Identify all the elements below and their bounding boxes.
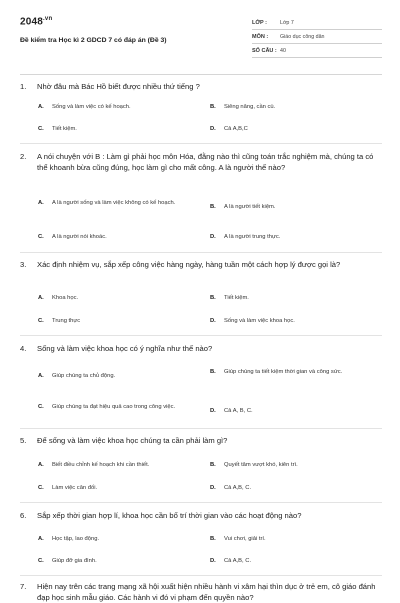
option-a[interactable]: A. Giúp chúng ta chủ động. — [38, 373, 116, 379]
question-text: Hiện nay trên các trang mạng xã hội xuất hiện nhiều hành vi xâm hại thìn dục ở trẻ em, cô giáo đánh đạp học sinh mẫu giáo. Các hành vi đó vi phạm đến quyền nào? — [37, 582, 376, 602]
question-number: 2. — [20, 152, 27, 161]
option-d[interactable]: D. Sống và làm việc khoa học. — [210, 318, 295, 324]
question-divider — [20, 575, 382, 576]
question-text: Sắp xếp thời gian hợp lí, khoa học cần bố trí thời gian vào các hoạt động nào? — [37, 511, 302, 520]
header-divider — [20, 74, 382, 75]
option-c[interactable]: C. Giúp chúng ta đạt hiệu quả cao trong công việc. — [38, 404, 176, 410]
question-divider — [20, 143, 382, 144]
meta-row-subject — [252, 30, 382, 44]
option-b[interactable]: B. Tiết kiệm. — [210, 295, 249, 301]
option-b[interactable]: B. Quyết tâm vượt khó, kiên trì. — [210, 462, 298, 468]
option-c[interactable]: C. Làm việc cân đối. — [38, 485, 98, 491]
meta-key: LỚP : — [252, 19, 267, 26]
option-a[interactable]: A. Khoa học. — [38, 295, 79, 301]
meta-value: Giáo dục công dân — [280, 33, 325, 40]
meta-key: SỐ CÂU : — [252, 47, 277, 54]
question-text: Xác định nhiệm vụ, sắp xếp công việc hàng ngày, hàng tuần một cách hợp lý được gọi là? — [37, 260, 341, 269]
option-d[interactable]: D. Cả A, B, C. — [210, 408, 253, 414]
meta-key: MÔN : — [252, 33, 269, 40]
question-number: 6. — [20, 511, 27, 520]
option-b[interactable]: B. Giúp chúng ta tiết kiệm thời gian và công sức. — [210, 369, 343, 375]
meta-row-count — [252, 44, 382, 58]
option-b[interactable]: B. Siêng năng, cần cù. — [210, 104, 276, 110]
meta-row-class — [252, 16, 382, 30]
option-a[interactable]: A. Học tập, lao động. — [38, 536, 100, 542]
option-a[interactable]: A. Sống và làm việc có kế hoạch. — [38, 104, 131, 110]
question-number: 4. — [20, 344, 27, 353]
document-title: Đề kiểm tra Học kì 2 GDCD 7 có đáp án (Đề 3) — [20, 37, 167, 44]
question-divider — [20, 502, 382, 503]
meta-value: Lớp 7 — [280, 19, 294, 26]
option-c[interactable]: C. Giúp đỡ gia đình. — [38, 558, 97, 564]
option-d[interactable]: D. Cả A,B, C. — [210, 485, 252, 491]
exam-meta-table — [252, 16, 382, 58]
option-c[interactable]: C. A là người nói khoác. — [38, 234, 107, 240]
question-text: Sống và làm việc khoa học có ý nghĩa như thế nào? — [37, 344, 213, 353]
question-divider — [20, 335, 382, 336]
option-d[interactable]: D. A là người trung thực. — [210, 234, 281, 240]
option-d[interactable]: D. Cả A,B, C. — [210, 558, 252, 564]
question-number: 7. — [20, 582, 27, 591]
question-text: Nhờ đâu mà Bác Hồ biết được nhiều thứ tiếng ? — [37, 82, 200, 91]
question-number: 5. — [20, 436, 27, 445]
option-c[interactable]: C. Trung thực — [38, 318, 81, 324]
meta-value: 40 — [280, 47, 286, 54]
question-number: 3. — [20, 260, 27, 269]
option-a[interactable]: A. Biết điều chỉnh kế hoạch khi cần thiết. — [38, 462, 150, 468]
option-a[interactable]: A. A là người sống và làm việc không có kế hoạch. — [38, 200, 176, 206]
question-divider — [20, 252, 382, 253]
option-d[interactable]: D. Cả A,B,C — [210, 126, 248, 132]
question-divider — [20, 428, 382, 429]
option-c[interactable]: C. Tiết kiệm. — [38, 126, 77, 132]
page-header — [20, 16, 382, 72]
site-logo[interactable]: $2048^{.vn}$ — [20, 16, 53, 28]
option-b[interactable]: B. Vui chơi, giải trí. — [210, 536, 266, 542]
question-text: A nói chuyện với B : Làm gì phải học môn Hóa, đằng nào thì cũng toán trắc nghiệm mà, chúng ta có thể khoanh bừa cũng đúng, học làm gì cho mất công. A là người thế nào? — [37, 152, 374, 172]
option-b[interactable]: B. A là người tiết kiệm. — [210, 204, 276, 210]
question-text: Để sống và làm việc khoa học chúng ta cần phải làm gì? — [37, 436, 228, 445]
question-number: 1. — [20, 82, 27, 91]
